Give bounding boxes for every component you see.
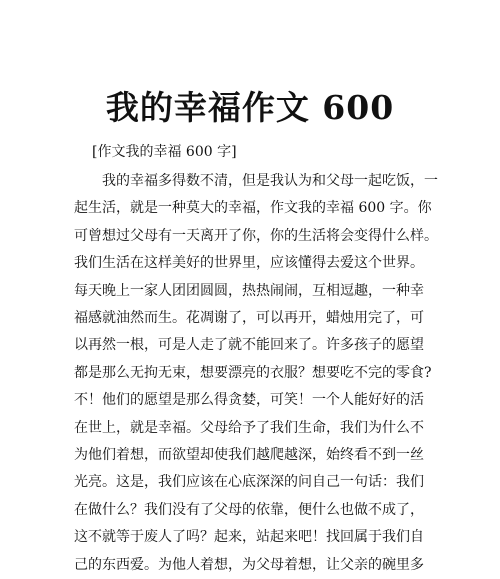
body-line: 福感就油然而生。花凋谢了，可以再开，蜡烛用完了，可: [74, 310, 424, 327]
body-line: 光亮。这是，我们应该在心底深深的问自己一句话：我们: [74, 474, 424, 491]
body-line: 以再然一根，可是人走了就不能回来了。许多孩子的愿望: [74, 337, 424, 354]
body-line: 都是那么无拘无束，想要漂亮的衣服？想要吃不完的零食?: [74, 364, 432, 381]
body-line: 我的幸福多得数不清，但是我认为和父母一起吃饭，一: [102, 173, 438, 189]
body-line: 我们生活在这样美好的世界里，应该懂得去爱这个世界。: [74, 255, 424, 272]
body-line: 可曾想过父母有一天离开了你，你的生活将会变得什么样。: [74, 227, 438, 244]
body-line: 不！他们的愿望是那么得贪婪，可笑！一个人能好好的活: [74, 392, 424, 409]
document-body: [74, 168, 456, 579]
body-line: 己的东西爱。为他人着想，为父母着想，让父亲的碗里多: [74, 556, 424, 573]
body-line: 每天晚上一家人团团圆圆，热热闹闹，互相逗趣，一种幸: [74, 282, 424, 299]
document-subheading: [作文我的幸福 600 字]: [92, 144, 237, 160]
body-line: 在世上，就是幸福。父母给予了我们生命，我们为什么不: [74, 419, 424, 436]
body-line: 这不就等于废人了吗？起来，站起来吧！找回属于我们自: [74, 529, 424, 546]
body-line: 在做什么？我们没有了父母的依靠，便什么也做不成了，: [74, 501, 424, 518]
body-line: 起生活，就是一种莫大的幸福，作文我的幸福 600 字。你: [74, 200, 432, 217]
document-title: 我的幸福作文 600: [105, 88, 395, 127]
body-line: 为他们着想，而欲望却使我们越爬越深，始终看不到一丝: [74, 447, 424, 464]
